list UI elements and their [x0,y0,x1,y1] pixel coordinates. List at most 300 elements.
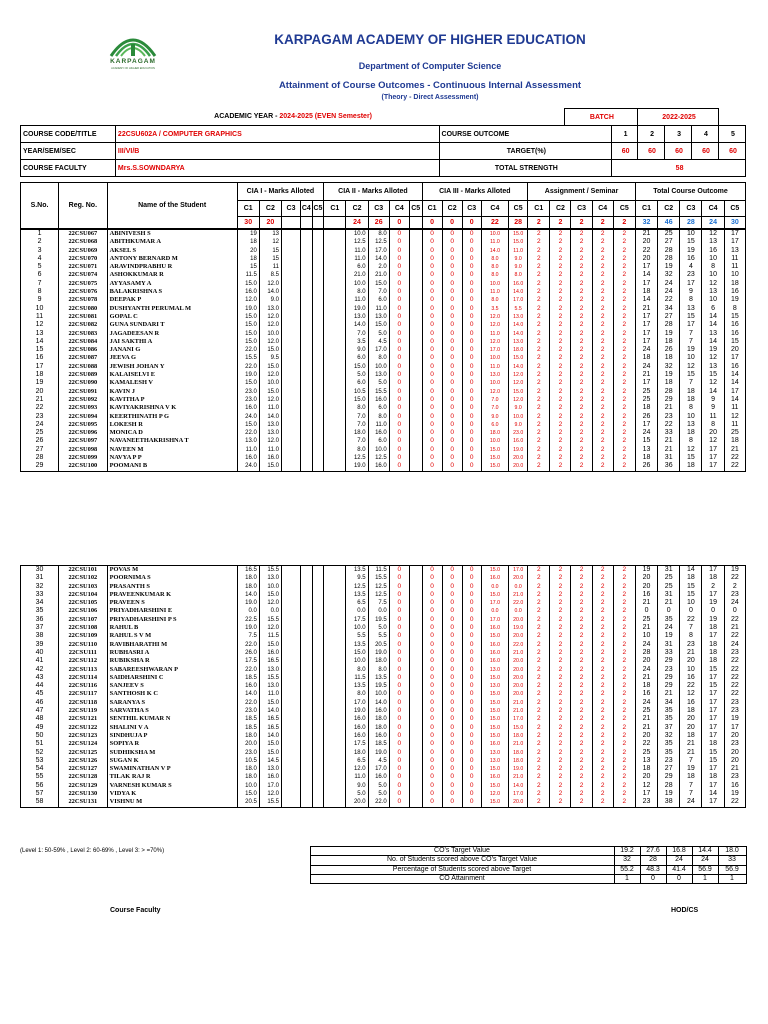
serial-number: 5 [21,263,59,271]
max-mark-cia3-c3: 0 [462,217,481,229]
cia1-c1: 13.0 [237,437,259,445]
co-number: 1 [612,126,638,143]
student-row [21,230,746,239]
total-co-c2: 32 [658,363,680,371]
cia3-c3: 0 [462,765,481,773]
assign-c1: 2 [528,313,550,321]
assign-c4: 2 [592,690,613,698]
cia2-c4: 0 [389,798,409,807]
cia3-c2: 0 [442,624,462,632]
cia1-c1: 14.0 [237,690,259,698]
total-co-c4: 17 [702,462,724,471]
student-row [21,583,746,591]
student-row [21,429,746,437]
cia2-c3: 5.0 [368,782,389,790]
total-co-c5: 10 [724,271,745,279]
student-row [21,740,746,748]
assign-c3: 2 [571,699,592,707]
cia1-c2: 15 [259,247,281,255]
total-co-c1: 18 [635,288,657,296]
student-row [21,371,746,379]
cia2-c5 [409,599,422,607]
cia2-c3: 12.5 [368,583,389,591]
total-co-c3: 21 [680,649,702,657]
cia3-c4: 0.0 [481,607,508,615]
cia2-c2: 6.0 [346,379,368,387]
assign-c4: 2 [592,649,613,657]
cia2-c5 [409,591,422,599]
cia3-c3: 0 [462,632,481,640]
total-co-c3: 19 [680,346,702,354]
cia1-c2: 12.0 [259,313,281,321]
total-co-c1: 17 [635,421,657,429]
register-number: 22CSU081 [59,313,108,321]
assign-c4: 2 [592,749,613,757]
cia3-c2: 0 [442,690,462,698]
cia2-c4: 0 [389,346,409,354]
student-name: KEERTHINATH P G [107,413,237,421]
total-co-c4: 17 [702,674,724,682]
cia1-c1: 15.0 [237,338,259,346]
serial-number: 15 [21,346,59,354]
total-co-c1: 25 [635,707,657,715]
assign-c2: 2 [550,690,571,698]
total-co-c5: 14 [724,371,745,379]
cia1-c3 [282,296,301,304]
total-co-c1: 17 [635,263,657,271]
assign-c2: 2 [550,255,571,263]
name-header: Name of the Student [107,183,237,229]
total-co-c2: 32 [658,271,680,279]
cia3-c3: 0 [462,757,481,765]
cia1-c1: 15 [237,263,259,271]
cia3-c4: 10.0 [481,354,508,362]
assign-c3: 2 [571,749,592,757]
assign-c5: 2 [613,765,635,773]
cia3-c4: 15.0 [481,566,508,575]
cia3-c4: 17.0 [481,616,508,624]
total-co-c2: 28 [658,247,680,255]
cia3-c1: 0 [422,371,442,379]
assign-c5: 2 [613,699,635,707]
max-mark-cia1-c5 [312,217,324,229]
total-co-c1: 21 [635,599,657,607]
total-co-c1: 24 [635,641,657,649]
assign-c2: 2 [550,346,571,354]
assign-c2: 2 [550,699,571,707]
cia1-c2: 14.0 [259,413,281,421]
student-row [21,446,746,454]
cia1-c5 [312,690,324,698]
student-row [21,280,746,288]
attainment-value: 1 [614,874,640,883]
assign-c5: 2 [613,749,635,757]
assign-c3: 2 [571,313,592,321]
cia3-c2: 0 [442,404,462,412]
cia2-c2: 19.0 [346,707,368,715]
assign-c4: 2 [592,388,613,396]
cia3-c3: 0 [462,363,481,371]
cia2-c5 [409,790,422,798]
assign-c1: 2 [528,404,550,412]
student-name: AKSEL S [107,247,237,255]
total-co-c2: 35 [658,616,680,624]
cia2-c1 [324,330,346,338]
cia3-c1: 0 [422,363,442,371]
assign-c1: 2 [528,707,550,715]
cia1-c3 [282,354,301,362]
student-row [21,305,746,313]
student-name: SANTHOSH K C [107,690,237,698]
cia1-c3 [282,574,301,582]
cia1-c4 [301,437,313,445]
student-row [21,574,746,582]
assign-c1: 2 [528,616,550,624]
student-name: VARNESH KUMAR S [107,782,237,790]
total-co-c2: 34 [658,305,680,313]
total-co-c1: 17 [635,338,657,346]
cia3-c4: 11.0 [481,363,508,371]
cia2-c1 [324,583,346,591]
total-co-c5: 16 [724,782,745,790]
register-number: 22CSU088 [59,363,108,371]
serial-number: 2 [21,238,59,246]
cia3-c2: 0 [442,271,462,279]
total-co-c5: 11 [724,263,745,271]
cia3-c1: 0 [422,591,442,599]
co-number: 2 [638,126,665,143]
cia2-c3: 18.0 [368,724,389,732]
cia2-c2: 8.0 [346,666,368,674]
student-name: GOPAL C [107,313,237,321]
cia2-c1 [324,363,346,371]
total-co-c3: 7 [680,330,702,338]
assign-c5: 2 [613,782,635,790]
cia2-c5 [409,674,422,682]
total-co-c3: 18 [680,462,702,471]
assign-c2: 2 [550,446,571,454]
total-co-c3: 23 [680,641,702,649]
cia1-c5 [312,782,324,790]
cia3-c2: 0 [442,288,462,296]
student-name: BALAKRISHNA S [107,288,237,296]
total-co-c5: 14 [724,396,745,404]
cia1-c2: 16.5 [259,724,281,732]
serial-number: 44 [21,682,59,690]
cia1-c2: 12.0 [259,437,281,445]
assign-c4: 2 [592,404,613,412]
student-name: GUNA SUNDARI T [107,321,237,329]
student-row [21,296,746,304]
cia2-c2: 13.5 [346,591,368,599]
total-co-c2: 36 [658,462,680,471]
total-co-c3: 10 [680,230,702,239]
assign-c2: 2 [550,338,571,346]
cia1-c5 [312,798,324,807]
co-target-value: 16.8 [666,847,692,856]
assign-c3: 2 [571,296,592,304]
cia1-c1: 16.5 [237,566,259,575]
cia1-c1: 15.0 [237,313,259,321]
assign-c5: 2 [613,338,635,346]
cia1-c1: 15.0 [237,321,259,329]
sub-header-total-c1: C1 [635,201,657,217]
cia3-c1: 0 [422,749,442,757]
cia1-c4 [301,429,313,437]
assign-c5: 2 [613,616,635,624]
student-row [21,404,746,412]
cia2-c4: 0 [389,396,409,404]
total-co-c3: 24 [680,798,702,807]
cia2-c4: 0 [389,263,409,271]
serial-number: 54 [21,765,59,773]
total-co-c3: 20 [680,715,702,723]
assign-c4: 2 [592,313,613,321]
cia2-c1 [324,657,346,665]
course-code-label: COURSE CODE/TITLE [21,126,116,143]
cia2-c2: 5.5 [346,632,368,640]
cia1-c2: 15.5 [259,566,281,575]
student-row [21,782,746,790]
cia2-c2: 15.0 [346,649,368,657]
cia2-c2: 7.0 [346,421,368,429]
cia1-c4 [301,641,313,649]
cia3-c3: 0 [462,782,481,790]
assign-c5: 2 [613,388,635,396]
total-co-c1: 22 [635,247,657,255]
cia1-c2: 14.0 [259,707,281,715]
total-co-c5: 17 [724,724,745,732]
student-name: VIDYA K [107,790,237,798]
assign-c2: 2 [550,429,571,437]
cia2-c1 [324,230,346,239]
assign-c2: 2 [550,607,571,615]
assign-c5: 2 [613,396,635,404]
cia2-c3: 7.0 [368,288,389,296]
sub-header-cia1-c4: C4 [301,201,313,217]
cia3-c5: 14.0 [509,363,528,371]
register-number: 22CSU070 [59,255,108,263]
assign-c2: 2 [550,632,571,640]
cia1-c1: 18 [237,238,259,246]
cia3-c2: 0 [442,732,462,740]
cia3-c5: 5.5 [509,305,528,313]
register-number: 22CSU069 [59,247,108,255]
student-name: SAIDHARSHINI C [107,674,237,682]
assign-c2: 2 [550,404,571,412]
register-number: 22CSU090 [59,379,108,387]
cia3-c3: 0 [462,296,481,304]
register-number: 22CSU124 [59,740,108,748]
assign-c3: 2 [571,321,592,329]
cia1-c3 [282,388,301,396]
cia1-c3 [282,446,301,454]
cia2-c3: 18.0 [368,715,389,723]
cia2-c1 [324,421,346,429]
cia2-c5 [409,330,422,338]
assign-c4: 2 [592,429,613,437]
assign-c3: 2 [571,288,592,296]
total-co-c4: 12 [702,379,724,387]
cia2-c4: 0 [389,607,409,615]
total-co-c2: 29 [658,657,680,665]
sub-header-assign-c2: C2 [550,201,571,217]
cia1-c4 [301,296,313,304]
cia3-c5: 18.0 [509,346,528,354]
cia2-c5 [409,773,422,781]
register-number: 22CSU116 [59,682,108,690]
total-co-c3: 16 [680,674,702,682]
above-count: 28 [640,856,666,865]
cia2-c3: 16.0 [368,707,389,715]
cia1-c5 [312,404,324,412]
cia2-c3: 14.0 [368,699,389,707]
cia2-c3: 16.0 [368,462,389,471]
cia3-c3: 0 [462,641,481,649]
total-co-c4: 11 [702,413,724,421]
assign-c2: 2 [550,305,571,313]
assign-c2: 2 [550,354,571,362]
total-co-c5: 22 [724,574,745,582]
above-count: 32 [614,856,640,865]
serial-number: 21 [21,396,59,404]
cia2-c4: 0 [389,296,409,304]
cia2-c2: 19.0 [346,305,368,313]
cia1-c5 [312,305,324,313]
cia2-c2: 6.5 [346,599,368,607]
total-co-c5: 18 [724,280,745,288]
total-co-c1: 21 [635,305,657,313]
batch-label: BATCH [564,109,637,126]
cia1-c1: 22.0 [237,363,259,371]
serial-number: 25 [21,429,59,437]
total-co-c3: 14 [680,566,702,575]
cia2-c4: 0 [389,255,409,263]
assign-c3: 2 [571,624,592,632]
cia1-c3 [282,338,301,346]
cia2-c5 [409,454,422,462]
cia3-c5: 23.0 [509,429,528,437]
cia3-c3: 0 [462,413,481,421]
total-co-c2: 21 [658,404,680,412]
total-co-c4: 14 [702,338,724,346]
cia2-c4: 0 [389,566,409,575]
cia2-c5 [409,247,422,255]
cia3-c5: 22.0 [509,599,528,607]
cia3-c1: 0 [422,429,442,437]
cia2-c3: 4.5 [368,757,389,765]
cia3-c5: 13.0 [509,338,528,346]
total-co-c3: 7 [680,790,702,798]
student-row [21,313,746,321]
total-co-c2: 25 [658,574,680,582]
cia2-c3: 11.0 [368,305,389,313]
cia3-c2: 0 [442,591,462,599]
cia3-c4: 11.0 [481,330,508,338]
total-co-c4: 8 [702,263,724,271]
cia3-c2: 0 [442,782,462,790]
assign-c4: 2 [592,715,613,723]
assign-c1: 2 [528,690,550,698]
sub-header-assign-c5: C5 [613,201,635,217]
cia1-c4 [301,740,313,748]
cia3-c3: 0 [462,566,481,575]
cia2-c4: 0 [389,690,409,698]
cia1-c1: 16.0 [237,682,259,690]
cia3-c1: 0 [422,437,442,445]
total-co-c4: 17 [702,732,724,740]
cia2-c5 [409,632,422,640]
assign-c4: 2 [592,641,613,649]
total-co-c1: 18 [635,404,657,412]
student-row [21,599,746,607]
cia1-c5 [312,354,324,362]
assign-c1: 2 [528,740,550,748]
student-row [21,388,746,396]
cia3-c4: 15.0 [481,690,508,698]
cia3-c1: 0 [422,583,442,591]
cia3-c3: 0 [462,732,481,740]
cia1-c4 [301,371,313,379]
serial-number: 57 [21,790,59,798]
serial-number: 23 [21,413,59,421]
cia1-c1: 22.0 [237,699,259,707]
total-co-c4: 18 [702,624,724,632]
assign-c4: 2 [592,599,613,607]
serial-number: 56 [21,782,59,790]
cia1-c5 [312,280,324,288]
total-co-c2: 29 [658,682,680,690]
cia1-c4 [301,798,313,807]
cia1-c1: 15.0 [237,790,259,798]
student-name: VISHNU M [107,798,237,807]
assign-c5: 2 [613,632,635,640]
assign-c1: 2 [528,288,550,296]
student-row [21,255,746,263]
cia1-c3 [282,454,301,462]
cia1-c1: 15.0 [237,280,259,288]
cia1-c5 [312,338,324,346]
student-row [21,566,746,575]
cia3-c3: 0 [462,330,481,338]
cia2-c2: 5.0 [346,371,368,379]
assign-c5: 2 [613,583,635,591]
student-row [21,321,746,329]
cia1-c5 [312,790,324,798]
total-co-c5: 25 [724,429,745,437]
cia2-c3: 5.0 [368,330,389,338]
register-number: 22CSU127 [59,765,108,773]
assign-c3: 2 [571,429,592,437]
assign-c3: 2 [571,413,592,421]
register-number: 22CSU130 [59,790,108,798]
cia2-c5 [409,715,422,723]
cia3-c2: 0 [442,421,462,429]
register-number: 22CSU125 [59,749,108,757]
student-row [21,632,746,640]
cia1-c4 [301,288,313,296]
cia3-c2: 0 [442,666,462,674]
register-number: 22CSU109 [59,632,108,640]
total-co-c3: 15 [680,238,702,246]
cia1-c3 [282,690,301,698]
cia1-c4 [301,305,313,313]
max-mark-total-c2: 46 [658,217,680,229]
student-row [21,616,746,624]
assign-c1: 2 [528,247,550,255]
percent-value: 56.9 [692,865,718,874]
student-name: SHALINI V A [107,724,237,732]
